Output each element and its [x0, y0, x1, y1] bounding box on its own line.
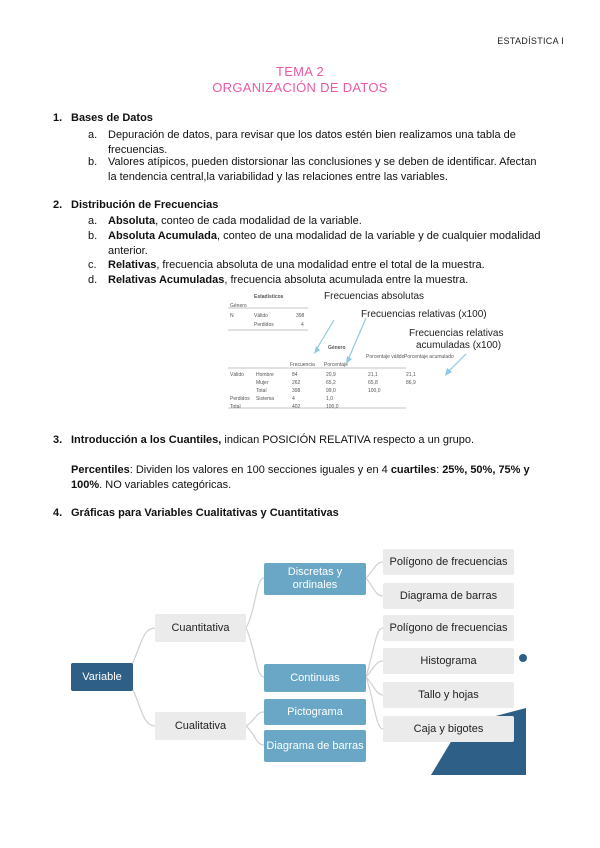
node-continuas: Continuas	[264, 664, 366, 692]
node-variable: Variable	[71, 663, 133, 691]
percentiles-paragraph: Percentiles: Dividen los valores en 100 secciones iguales y en 4 cuartiles: 25%, 50%, 75% y 100%. NO variables categóricas.	[71, 464, 530, 491]
leaf-poligono-continuas: Polígono de frecuencias	[383, 615, 514, 641]
section-2-item-a: a. Absoluta, conteo de cada modalidad de la variable.	[88, 215, 362, 227]
annotation-absolutas: Frecuencias absolutas	[324, 291, 425, 302]
leaf-tallo-hojas: Tallo y hojas	[383, 682, 514, 708]
annotation-relativas: Frecuencias relativas (x100)	[361, 309, 487, 320]
stats-title: Estadísticos	[254, 294, 284, 300]
section-2-heading: 2. Distribución de Frecuencias	[53, 199, 219, 211]
stats-cell: 398	[296, 313, 305, 319]
section-1-heading: 1. Bases de Datos	[53, 112, 153, 124]
table-cell: 20,9	[326, 372, 336, 378]
topic-number: TEMA 2	[275, 64, 325, 79]
table-cell: 65,2	[326, 380, 336, 386]
decorative-dot	[519, 654, 527, 662]
table-cell: 402	[292, 404, 301, 410]
frequency-table-figure	[226, 290, 516, 415]
section-3-heading: 3. Introducción a los Cuantiles, indican POSICIÓN RELATIVA respecto a un grupo.	[53, 434, 475, 446]
table-header: Porcentaje	[324, 362, 348, 368]
table-cell: 100,0	[368, 388, 381, 394]
table-cell: 21,1	[368, 372, 378, 378]
table-cell: Perdidos	[230, 396, 250, 402]
table-cell: 1,0	[326, 396, 333, 402]
page-title: ORGANIZACIÓN DE DATOS	[212, 80, 388, 95]
annotation-relativas-acumuladas-1: Frecuencias relativas	[409, 328, 504, 339]
table-header: Porcentaje válido	[366, 354, 405, 360]
table-cell: Hombre	[256, 372, 274, 378]
table-header: Porcentaje acumulado	[404, 354, 454, 360]
leaf-histograma: Histograma	[383, 648, 514, 674]
node-discretas: Discretas y ordinales	[264, 563, 366, 595]
table-cell: Mujer	[256, 380, 269, 386]
table-cell: 21,1	[406, 372, 416, 378]
node-diagrama-barras-cualitativa: Diagrama de barras	[264, 730, 366, 762]
table-cell: 4	[292, 396, 295, 402]
node-cualitativa: Cualitativa	[155, 712, 246, 740]
stats-cell: N	[230, 313, 234, 319]
table-cell: 65,8	[368, 380, 378, 386]
leaf-caja-bigotes: Caja y bigotes	[383, 716, 514, 742]
table-cell: Total	[256, 388, 267, 394]
leaf-poligono-discretas: Polígono de frecuencias	[383, 549, 514, 575]
table-cell: 262	[292, 380, 301, 386]
table-title: Género	[328, 345, 346, 351]
section-2-item-d: d. Relativas Acumuladas, frecuencia absoluta acumulada entre la muestra.	[88, 274, 469, 286]
table-cell: 84	[292, 372, 298, 378]
section-2-item-c: c. Relativas, frecuencia absoluta de una modalidad entre el total de la muestra.	[88, 259, 485, 271]
variables-chart-diagram	[71, 540, 531, 780]
stats-cell: 4	[301, 322, 304, 328]
node-cuantitativa: Cuantitativa	[155, 614, 246, 642]
table-cell: 86,9	[406, 380, 416, 386]
table-cell: 99,0	[326, 388, 336, 394]
table-cell: 398	[292, 388, 301, 394]
annotation-relativas-acumuladas-2: acumuladas (x100)	[416, 340, 502, 351]
stats-cell: Género	[230, 303, 247, 309]
section-1-item-b: b. Valores atípicos, pueden distorsionar las conclusiones y se deben de identificar. Afectan la tendencia central,la variabilidad y las relaciones entre las variables.	[88, 156, 537, 183]
stats-cell: Válido	[254, 313, 268, 319]
section-1-item-a: a. Depuración de datos, para revisar que los datos estén bien realizamos una tabla de frecuencias.	[88, 129, 516, 156]
section-2-item-b: b. Absoluta Acumulada, conteo de una modalidad de la variable y de cualquier modalidad anterior.	[88, 230, 541, 257]
table-header: Frecuencia	[290, 362, 315, 368]
table-cell: Total	[230, 404, 241, 410]
node-pictograma: Pictograma	[264, 699, 366, 725]
section-4-heading: 4. Gráficas para Variables Cualitativas y Cuantitativas	[53, 507, 339, 519]
leaf-diagrama-barras: Diagrama de barras	[383, 583, 514, 609]
table-cell: Válido	[230, 372, 244, 378]
table-cell: Sistema	[256, 396, 275, 402]
stats-cell: Perdidos	[254, 322, 274, 328]
subject-header: ESTADÍSTICA I	[497, 36, 564, 46]
table-cell: 100,0	[326, 404, 339, 410]
